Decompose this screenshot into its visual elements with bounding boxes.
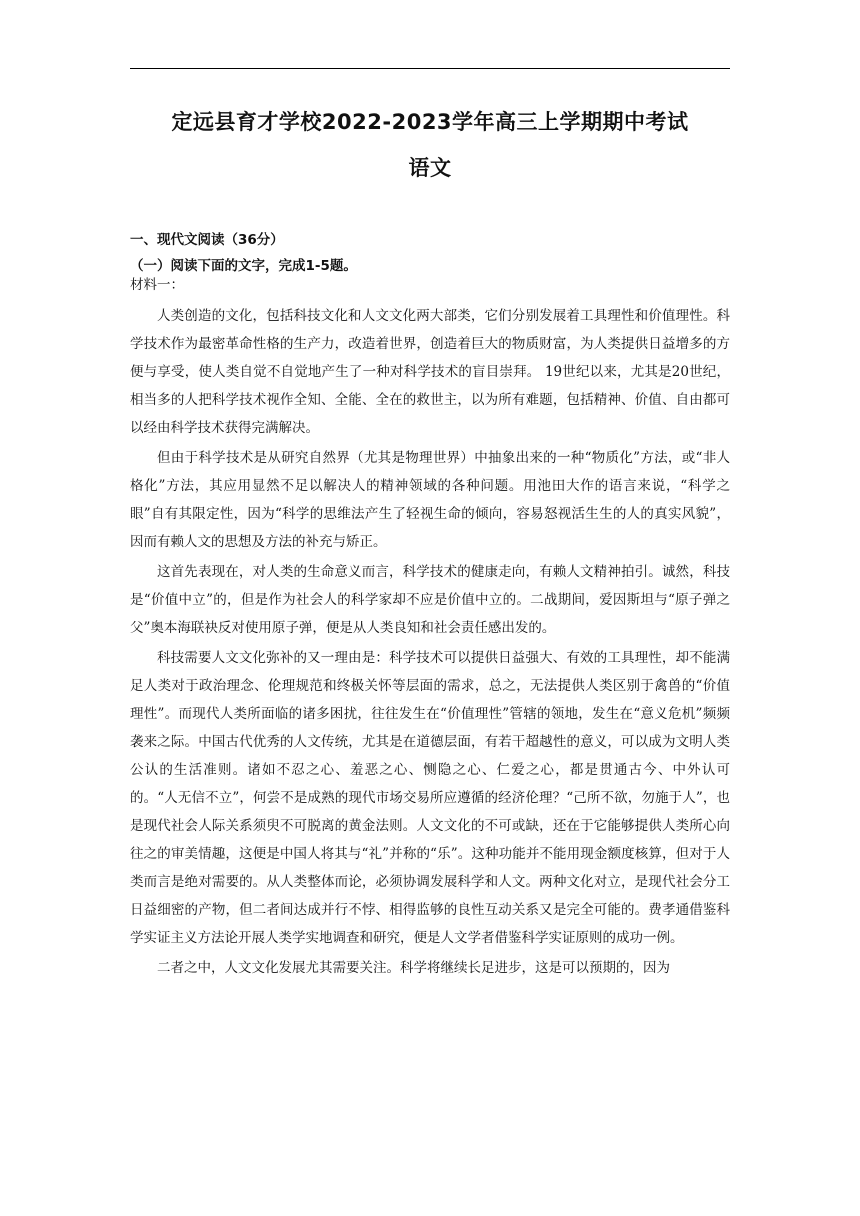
paragraph-3: 这首先表现在，对人类的生命意义而言，科学技术的健康走向，有赖人文精神拍引。诚然，科技是“价值中立”的，但是作为社会人的科学家却不应是价值中立的。二战期间，爱因斯坦与“原子弹之父”奥本海联袂反对使用原子弹，便是从人类良知和社会责任感出发的。 — [130, 564, 730, 636]
material-label: 材料一： — [130, 277, 184, 293]
paragraph-5: 二者之中，人文文化发展尤其需要关注。科学将继续长足进步，这是可以预期的，因为 — [157, 960, 670, 976]
paragraph-1: 人类创造的文化，包括科技文化和人文文化两大部类，它们分别发展着工具理性和价值理性。科学技术作为最密革命性格的生产力，改造着世界，创造着巨大的物质财富，为人类提供日益增多的方便与享受，使人类自觉不自觉地产生了一种对科学技术的盲目崇拜。 19世纪以来，尤其是20世纪，相当多的人把科学技术视作全知、全能、全在的救世主，以为所有难题，包括精神、价值、自由都可以经由科学技术获得完满解决。 — [130, 308, 730, 436]
section-heading: 一、现代文阅读（36分） — [130, 232, 284, 248]
exam-content — [130, 231, 730, 984]
exam-title: 定远县育才学校2022-2023学年高三上学期期中考试 — [171, 110, 689, 134]
header-rule — [130, 68, 730, 69]
paragraph-2: 但由于科学技术是从研究自然界（尤其是物理世界）中抽象出来的一种“物质化”方法，或“非人格化”方法，其应用显然不足以解决人的精神领域的各种问题。用池田大作的语言来说，“科学之眼”自有其限定性，因为“科学的思维法产生了轻视生命的倾向，容易怒视活生生的人的真实风貌”，因而有赖人文的思想及方法的补充与矫正。 — [130, 450, 730, 550]
subject-title: 语文 — [408, 156, 452, 180]
paragraph-4: 科技需要人文文化弥补的又一理由是：科学技术可以提供日益强大、有效的工具理性，却不能满足人类对于政治理念、伦理规范和终极关怀等层面的需求，总之，无法提供人类区别于禽兽的“价值理性”。而现代人类所面临的诸多困扰，往往发生在“价值理性”管辖的领地，发生在“意义危机”频频袭来之际。中国古代优秀的人文传统，尤其是在道德层面，有若干超越性的意义，可以成为文明人类公认的生活准则。诸如不忍之心、羞恶之心、恻隐之心、仁爱之心，都是贯通古今、中外认可的。“人无信不立”，何尝不是成熟的现代市场交易所应遵循的经济伦理？“己所不欲，勿施于人”，也是现代社会人际关系须臾不可脱离的黄金法则。人文文化的不可或缺，还在于它能够提供人类所心向往之的审美情趣，这便是中国人将其与“礼”并称的“乐”。这种功能并不能用现金额度核算，但对于人类而言是绝对需要的。从人类整体而论，必须协调发展科学和人文。两种文化对立，是现代社会分工日益细密的产物，但二者间达成并行不悖、相得监够的良性互动关系又是完全可能的。费孝通借鉴科学实证主义方法论开展人类学实地调查和研究，便是人文学者借鉴科学实证原则的成功一例。 — [130, 650, 730, 946]
question-instruction: （一）阅读下面的文字，完成1-5题。 — [130, 258, 357, 274]
